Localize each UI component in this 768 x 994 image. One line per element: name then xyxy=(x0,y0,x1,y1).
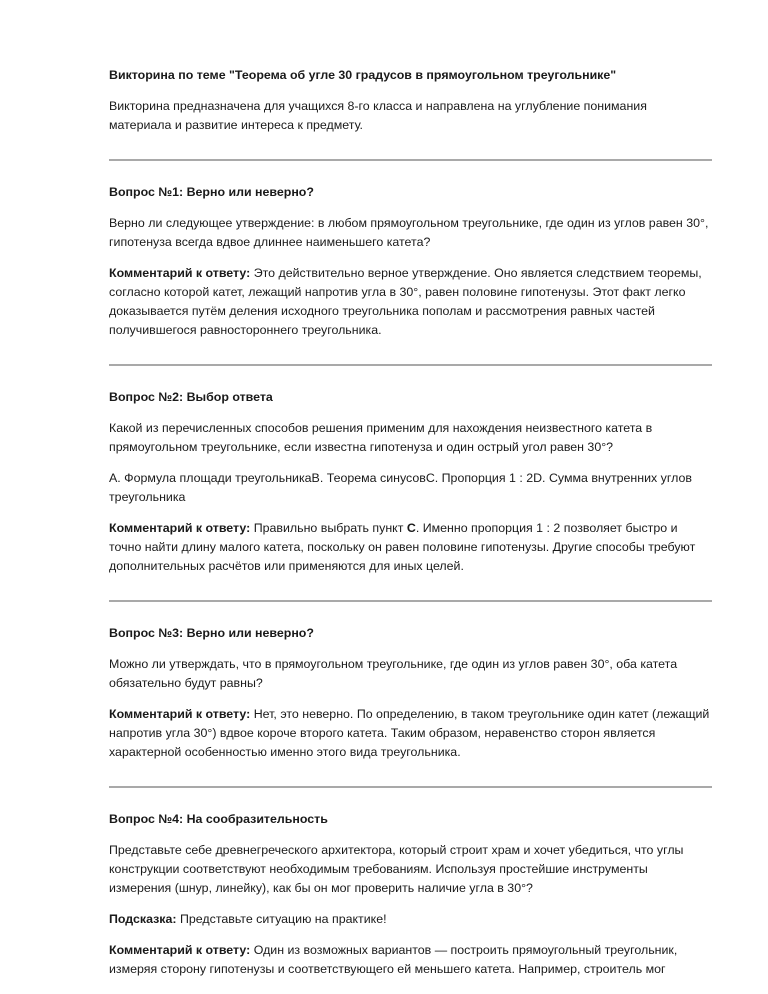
question-text: Верно ли следующее утверждение: в любом прямоугольном треугольнике, где один из углов равен 30°, гипотенуза всегда вдвое длиннее наименьшего катета? xyxy=(109,216,709,249)
comment-label: Комментарий к ответу: xyxy=(109,266,251,280)
comment-label: Комментарий к ответу: xyxy=(109,521,251,535)
answer-comment xyxy=(109,941,712,979)
hint-label: Подсказка: xyxy=(109,912,177,926)
question-3 xyxy=(109,624,712,762)
document-title: Викторина по теме "Теорема об угле 30 градусов в прямоугольном треугольнике" xyxy=(109,68,617,82)
question-4 xyxy=(109,810,712,979)
separator xyxy=(109,159,712,161)
hint-text: Представьте ситуацию на практике! xyxy=(176,912,387,926)
question-heading: Вопрос №1: Верно или неверно? xyxy=(109,185,314,199)
answer-comment xyxy=(109,264,712,340)
question-1 xyxy=(109,183,712,340)
question-text: Какой из перечисленных способов решения применим для нахождения неизвестного катета в прямоугольном треугольнике, если известна гипотенуза и один острый угол равен 30°? xyxy=(109,421,653,454)
answer-options: A. Формула площади треугольникаB. Теорема синусовC. Пропорция 1 : 2D. Сумма внутренних углов треугольника xyxy=(109,471,692,504)
comment-text: Нет, это неверно. По определению, в таком треугольнике один катет (лежащий напротив угла 30°) вдвое короче второго катета. Таким образом, неравенство сторон является характерной особенностью именно этого вида треугольника. xyxy=(109,707,710,759)
separator xyxy=(109,600,712,602)
question-text: Можно ли утверждать, что в прямоугольном треугольнике, где один из углов равен 30°, оба катета обязательно будут равны? xyxy=(109,657,678,690)
comment-label: Комментарий к ответу: xyxy=(109,707,251,721)
document-intro: Викторина предназначена для учащихся 8-го класса и направлена на углубление понимания материала и развитие интереса к предмету. xyxy=(109,99,647,132)
comment-text: Это действительно верное утверждение. Оно является следствием теоремы, согласно которой катет, лежащий напротив угла в 30°, равен половине гипотенузы. Этот факт легко доказывается путём деления исходного треугольника пополам и рассмотрения равных частей получившегося равностороннего треугольника. xyxy=(109,266,702,337)
comment-label: Комментарий к ответу: xyxy=(109,943,251,957)
answer-comment xyxy=(109,705,712,762)
comment-text-post: . Именно пропорция 1 : 2 позволяет быстро и точно найти длину малого катета, поскольку он равен половине гипотенузы. Другие способы требуют дополнительных расчётов или применяются для иных целей. xyxy=(109,521,696,573)
question-heading: Вопрос №3: Верно или неверно? xyxy=(109,626,314,640)
separator xyxy=(109,364,712,366)
correct-option: C xyxy=(406,521,416,535)
comment-text: Один из возможных вариантов — построить прямоугольный треугольник, измеряя сторону гипотенузы и соответствующего ей меньшего катета. Например, строитель мог xyxy=(109,943,678,976)
question-text: Представьте себе древнегреческого архитектора, который строит храм и хочет убедиться, что углы конструкции соответствуют необходимым требованиям. Используя простейшие инструменты измерения (шнур, линейку), как бы он мог проверить наличие угла в 30°? xyxy=(109,843,684,895)
question-2 xyxy=(109,388,712,576)
separator xyxy=(109,786,712,788)
hint xyxy=(109,910,712,929)
comment-text-pre: Правильно выбрать пункт xyxy=(250,521,407,535)
answer-comment xyxy=(109,519,712,576)
question-heading: Вопрос №2: Выбор ответа xyxy=(109,390,273,404)
question-heading: Вопрос №4: На сообразительность xyxy=(109,812,328,826)
